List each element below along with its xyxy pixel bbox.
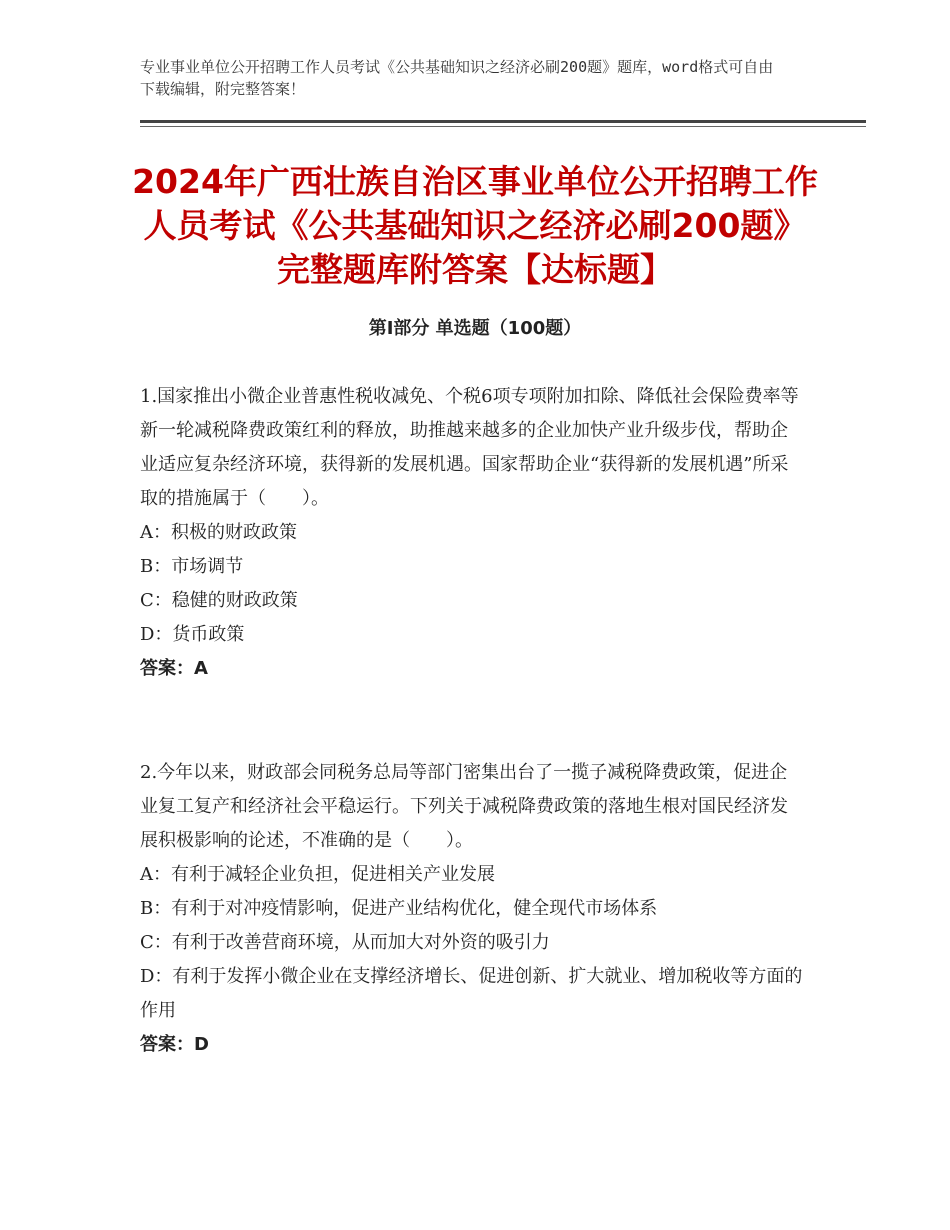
section-title: 第Ⅰ部分 单选题（100题） bbox=[368, 318, 582, 339]
header-note: 专业事业单位公开招聘工作人员考试《公共基础知识之经济必刷200题》题库，word格式可自由下载编辑，附完整答案！ bbox=[140, 58, 774, 98]
question-stem: 2.今年以来，财政部会同税务总局等部门密集出台了一揽子减税降费政策，促进企业复工复产和经济社会平稳运行。下列关于减税降费政策的落地生根对国民经济发展积极影响的论述，不准确的是（ ）。 bbox=[140, 762, 788, 851]
option-a: A：积极的财政政策 bbox=[140, 522, 297, 543]
option-a: A：有利于减轻企业负担，促进相关产业发展 bbox=[140, 864, 495, 885]
question-item bbox=[140, 380, 805, 686]
page-title: 2024年广西壮族自治区事业单位公开招聘工作人员考试《公共基础知识之经济必刷200题》完整题库附答案【达标题】 bbox=[132, 162, 818, 289]
question-item bbox=[140, 756, 805, 1062]
option-d: D：有利于发挥小微企业在支撑经济增长、促进创新、扩大就业、增加税收等方面的作用 bbox=[140, 966, 803, 1021]
option-c: C：稳健的财政政策 bbox=[140, 590, 298, 611]
answer-label: 答案：D bbox=[140, 1034, 209, 1055]
option-c: C：有利于改善营商环境，从而加大对外资的吸引力 bbox=[140, 932, 550, 953]
answer-label: 答案：A bbox=[140, 658, 208, 679]
header-divider-thin bbox=[140, 126, 866, 127]
option-d: D：货币政策 bbox=[140, 624, 245, 645]
option-b: B：市场调节 bbox=[140, 556, 244, 577]
question-stem: 1.国家推出小微企业普惠性税收减免、个税6项专项附加扣除、降低社会保险费率等新一轮减税降费政策红利的释放，助推越来越多的企业加快产业升级步伐，帮助企业适应复杂经济环境，获得新的发展机遇。国家帮助企业“获得新的发展机遇”所采取的措施属于（ ）。 bbox=[140, 386, 799, 509]
header-divider-thick bbox=[140, 120, 866, 123]
option-b: B：有利于对冲疫情影响，促进产业结构优化，健全现代市场体系 bbox=[140, 898, 658, 919]
